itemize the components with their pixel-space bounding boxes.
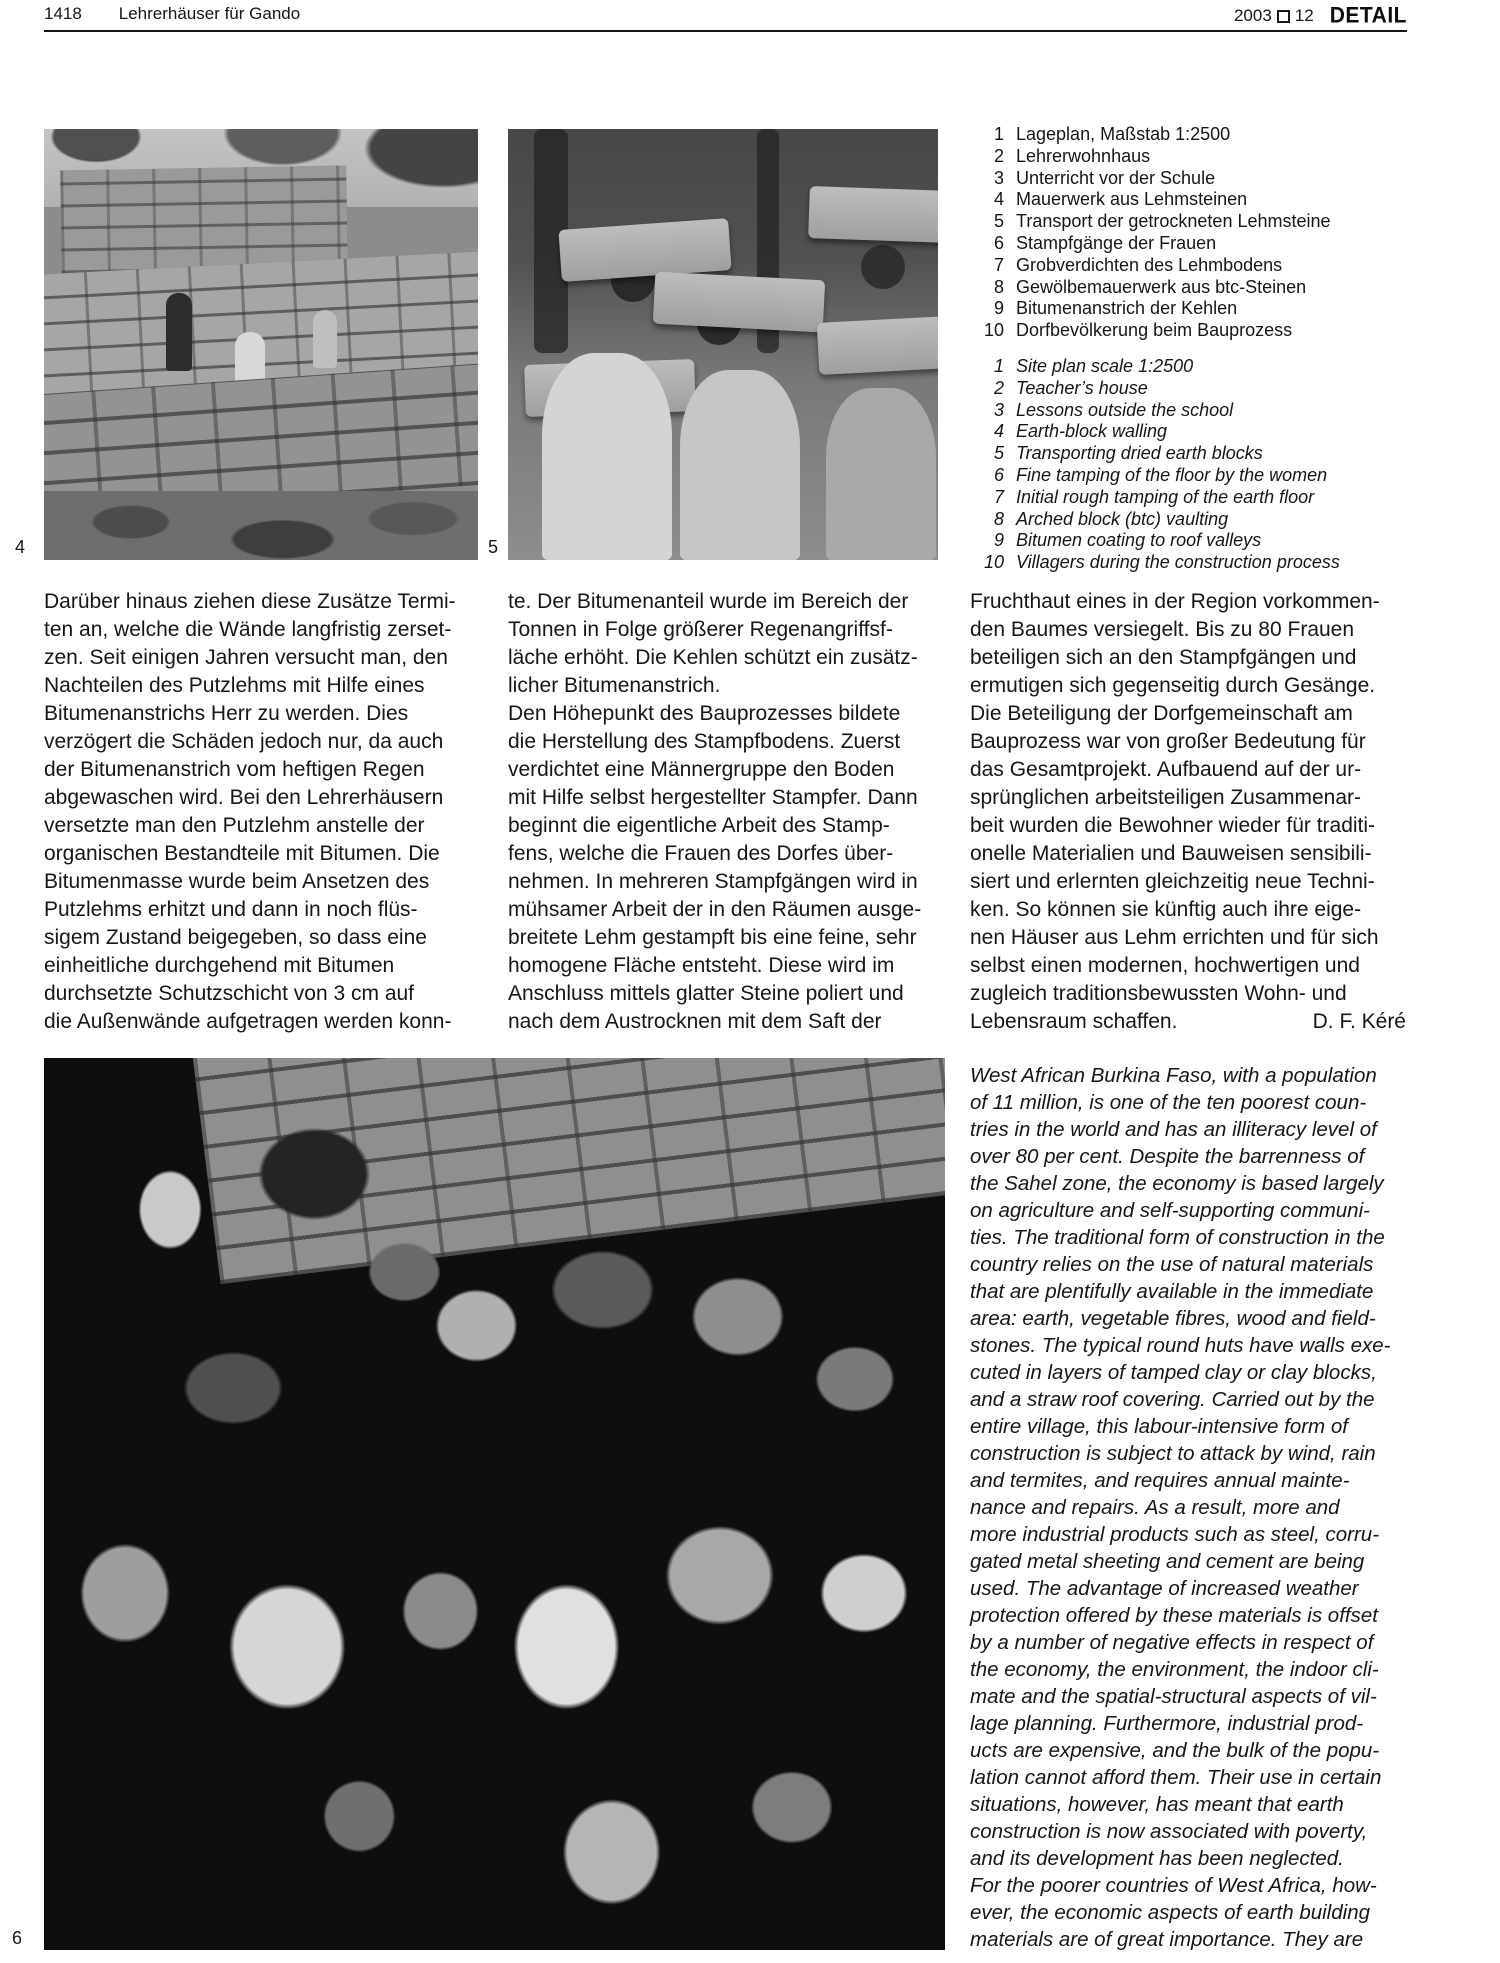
text-line: the Sahel zone, the economy is based largely (970, 1172, 1384, 1195)
article-english-column (970, 1062, 1416, 1953)
legend-item (970, 211, 1410, 233)
text-line: selbst einen modernen, hochwertigen und (970, 954, 1360, 977)
legend-number: 9 (993, 298, 1004, 319)
text-line: For the poorer countries of West Africa, how- (970, 1874, 1377, 1897)
text-line: situations, however, has meant that earth (970, 1793, 1344, 1816)
text-line: materials are of great importance. They are (970, 1928, 1364, 1951)
legend-number: 4 (993, 421, 1004, 442)
text-line: zugleich traditionsbewussten Wohn- und (970, 982, 1347, 1005)
legend-item (970, 509, 1410, 531)
photo5-woman-figure (826, 388, 936, 560)
text-line: Fruchthaut eines in der Region vorkommen- (970, 590, 1380, 613)
article-column-2 (508, 588, 948, 1036)
text-line: Putzlehms erhitzt und dann in noch flüs- (44, 898, 418, 921)
text-line: ever, the economic aspects of earth building (970, 1901, 1370, 1924)
text-line: that are plentifully available in the immediate (970, 1280, 1374, 1303)
legend-number: 8 (993, 276, 1004, 297)
text-line: mit Hilfe selbst hergestellter Stampfer. Dann (508, 786, 918, 809)
text-line: and its development has been neglected. (970, 1847, 1344, 1870)
text-line: Bitumenmasse wurde beim Ansetzen des (44, 870, 430, 893)
figure-label-4: 4 (15, 537, 26, 557)
legend-number: 7 (993, 254, 1004, 275)
photo5-woman-figure (680, 370, 800, 560)
legend-item (970, 443, 1410, 465)
text-line: Nachteilen des Putzlehms mit Hilfe eines (44, 674, 425, 697)
legend-text: Mauerwerk aus Lehmsteinen (1016, 189, 1248, 210)
text-line: protection offered by these materials is offset (970, 1604, 1378, 1627)
text-line: Darüber hinaus ziehen diese Zusätze Termi- (44, 590, 456, 613)
legend-item (970, 400, 1410, 422)
figure-label-5: 5 (488, 537, 499, 557)
legend-number: 10 (983, 552, 1004, 573)
text-line: mate and the spatial-structural aspects of vil- (970, 1685, 1377, 1708)
text-line: beteiligen sich an den Stampfgängen und (970, 646, 1357, 669)
header-rule (44, 30, 1407, 32)
legend-item (970, 378, 1410, 400)
text-line: läche erhöht. Die Kehlen schützt ein zusätz- (508, 646, 918, 669)
legend-number: 4 (993, 189, 1004, 210)
text-line: nach dem Austrocknen mit dem Saft der (508, 1010, 882, 1033)
text-line: and termites, and requires annual mainte- (970, 1469, 1350, 1492)
article-column-1 (44, 588, 484, 1036)
header-right (1234, 4, 1407, 28)
text-line: homogene Fläche entsteht. Diese wird im (508, 954, 895, 977)
issue-square-icon (1277, 10, 1290, 23)
legend-number: 9 (993, 530, 1004, 551)
legend-text: Villagers during the construction process (1016, 552, 1340, 573)
legend-german (970, 124, 1410, 342)
legend-number: 6 (993, 232, 1004, 253)
page-header (44, 4, 1407, 28)
legend-item (970, 146, 1410, 168)
page-number: 1418 (44, 4, 82, 23)
text-line: Bauprozess war von großer Bedeutung für (970, 730, 1366, 753)
text-line: sprünglichen arbeitsteiligen Zusammenar- (970, 786, 1362, 809)
legend-text: Site plan scale 1:2500 (1016, 356, 1194, 376)
text-line: nen Häuser aus Lehm errichten und für sich (970, 926, 1379, 949)
text-line: verdichtet eine Männergruppe den Boden (508, 758, 895, 781)
photo6-crowd-of-women (44, 1058, 945, 1950)
text-line: fens, welche die Frauen des Dorfes über- (508, 842, 894, 865)
text-line: ken. So können sie künftig auch ihre eige- (970, 898, 1362, 921)
legend-item (970, 124, 1410, 146)
author-name: D. F. Kéré (1312, 1010, 1406, 1033)
legend-text: Bitumenanstrich der Kehlen (1016, 298, 1238, 319)
text-line: einheitliche durchgehend mit Bitumen (44, 954, 395, 977)
legend-text: Lessons outside the school (1016, 399, 1234, 420)
text-line: more industrial products such as steel, corru- (970, 1523, 1380, 1546)
legend-item (970, 233, 1410, 255)
legend-item (970, 487, 1410, 509)
legend-number: 1 (993, 356, 1004, 376)
text-line: lation cannot afford them. Their use in certain (970, 1766, 1382, 1789)
text-line: sigem Zustand beigegeben, so dass eine (44, 926, 427, 949)
legend-number: 7 (993, 486, 1004, 507)
photo4-worker-figure (166, 293, 192, 371)
text-line: die Herstellung des Stampfbodens. Zuerst (508, 730, 901, 753)
legend-text: Initial rough tamping of the earth floor (1016, 486, 1315, 507)
legend-number: 6 (993, 464, 1004, 485)
photo-women-tamping-floor (44, 1058, 945, 1950)
text-line: beginnt die eigentliche Arbeit des Stamp- (508, 814, 890, 837)
photo5-earth-block (808, 186, 938, 244)
text-line: die Außenwände aufgetragen werden konn- (44, 1010, 452, 1033)
legend-text: Lageplan, Maßstab 1:2500 (1016, 124, 1231, 144)
text-line: construction is now associated with poverty, (970, 1820, 1368, 1843)
legend-english (970, 356, 1410, 574)
text-line: construction is subject to attack by wind, rain (970, 1442, 1376, 1465)
legend-number: 10 (983, 320, 1004, 341)
issue-year: 2003 (1233, 6, 1272, 25)
text-line: Den Höhepunkt des Bauprozesses bildete (508, 702, 901, 725)
legend-text: Unterricht vor der Schule (1016, 167, 1216, 188)
legend-item (970, 421, 1410, 443)
legend-text: Arched block (btc) vaulting (1016, 508, 1229, 529)
legend-number: 2 (993, 145, 1004, 166)
figure-label-6: 6 (12, 1928, 23, 1948)
photo5-earth-block (816, 315, 938, 375)
text-line: tries in the world and has an illiteracy level of (970, 1118, 1377, 1141)
legend-item (970, 189, 1410, 211)
text-line: den Baumes versiegelt. Bis zu 80 Frauen (970, 618, 1355, 641)
legend-number: 8 (993, 508, 1004, 529)
photo-earth-block-walling (44, 129, 478, 560)
text-line: licher Bitumenanstrich. (508, 674, 721, 697)
text-line: durchsetzte Schutzschicht von 3 cm auf (44, 982, 415, 1005)
legend-text: Transporting dried earth blocks (1016, 443, 1263, 464)
detail-logo: DETAIL (1329, 3, 1407, 28)
text-line: over 80 per cent. Despite the barrenness of (970, 1145, 1365, 1168)
legend-text: Grobverdichten des Lehmbodens (1016, 254, 1283, 275)
text-line: abgewaschen wird. Bei den Lehrerhäusern (44, 786, 444, 809)
text-line: der Bitumenanstrich vom heftigen Regen (44, 758, 425, 781)
text-line: mühsamer Arbeit der in den Räumen ausge- (508, 898, 922, 921)
text-line: breitete Lehm gestampft bis eine feine, sehr (508, 926, 917, 949)
text-line: of 11 million, is one of the ten poorest coun- (970, 1091, 1367, 1114)
legend-text: Teacher’s house (1016, 377, 1148, 398)
text-line: verzögert die Schäden jedoch nur, da auch (44, 730, 444, 753)
text-line: cuted in layers of tamped clay or clay blocks, (970, 1361, 1377, 1384)
legend-number: 1 (993, 124, 1004, 144)
issue-number: 12 (1294, 6, 1314, 25)
legend-item (970, 168, 1410, 190)
text-line: nehmen. In mehreren Stampfgängen wird in (508, 870, 918, 893)
text-line: entire village, this labour-intensive form of (970, 1415, 1348, 1438)
legend-text: Gewölbemauerwerk aus btc-Steinen (1016, 276, 1307, 297)
text-line: ucts are expensive, and the bulk of the popu- (970, 1739, 1380, 1762)
legend-text: Dorfbevölkerung beim Bauprozess (1016, 320, 1293, 341)
article-column-3 (970, 588, 1406, 1008)
text-line: by a number of negative effects in respect of (970, 1631, 1374, 1654)
legend-text: Transport der getrockneten Lehmsteine (1016, 211, 1331, 232)
photo5-earth-block (653, 271, 825, 332)
text-line: siert und erlernten gleichzeitig neue Techni- (970, 870, 1375, 893)
legend-item (970, 552, 1410, 574)
text-line: used. The advantage of increased weather (970, 1577, 1359, 1600)
text-line: ten an, welche die Wände langfristig zerset- (44, 618, 452, 641)
legend-number: 3 (993, 167, 1004, 188)
text-line: country relies on the use of natural materials (970, 1253, 1374, 1276)
legend-number: 3 (993, 399, 1004, 420)
text-line: the economy, the environment, the indoor cli- (970, 1658, 1379, 1681)
text-line: onelle Materialien und Bauweisen sensibili- (970, 842, 1372, 865)
text-line: ties. The traditional form of construction in the (970, 1226, 1385, 1249)
text-line: beit wurden die Bewohner wieder für traditi- (970, 814, 1376, 837)
text-line: on agriculture and self-supporting communi- (970, 1199, 1370, 1222)
text-line: te. Der Bitumenanteil wurde im Bereich der (508, 590, 909, 613)
photo-transporting-blocks (508, 129, 938, 560)
photo4-worker-figure (313, 310, 337, 368)
legend-text: Stampfgänge der Frauen (1016, 232, 1217, 253)
legend-number: 5 (993, 211, 1004, 232)
text-line: and a straw roof covering. Carried out by the (970, 1388, 1375, 1411)
text-line: lage planning. Furthermore, industrial prod- (970, 1712, 1364, 1735)
text-line: West African Burkina Faso, with a population (970, 1064, 1377, 1087)
article-signature-line (970, 1008, 1406, 1036)
legend-text: Fine tamping of the floor by the women (1016, 464, 1328, 485)
legend-number: 5 (993, 443, 1004, 464)
legend-number: 2 (993, 377, 1004, 398)
legend-item (970, 530, 1410, 552)
photo5-earth-block (558, 218, 731, 282)
article-last-line: Lebensraum schaffen. (970, 1010, 1178, 1033)
text-line: Die Beteiligung der Dorfgemeinschaft am (970, 702, 1353, 725)
legend-item (970, 356, 1410, 378)
text-line: das Gesamtprojekt. Aufbauend auf der ur- (970, 758, 1362, 781)
article-title: Lehrerhäuser für Gando (118, 4, 301, 23)
text-line: Tonnen in Folge größerer Regenangriffsf- (508, 618, 893, 641)
legend-item (970, 255, 1410, 277)
legend-text: Bitumen coating to roof valleys (1016, 530, 1262, 551)
photo5-woman-figure (542, 353, 672, 560)
text-line: area: earth, vegetable fibres, wood and field- (970, 1307, 1376, 1330)
text-line: stones. The typical round huts have walls exe- (970, 1334, 1391, 1357)
text-line: nance and repairs. As a result, more and (970, 1496, 1340, 1519)
legend-text: Earth-block walling (1016, 421, 1168, 442)
photo4-rubble-ground (44, 491, 478, 560)
text-line: Anschluss mittels glatter Steine poliert und (508, 982, 904, 1005)
text-line: zen. Seit einigen Jahren versucht man, den (44, 646, 448, 669)
text-line: gated metal sheeting and cement are being (970, 1550, 1365, 1573)
legend-item (970, 320, 1410, 342)
text-line: Bitumenanstrichs Herr zu werden. Dies (44, 702, 409, 725)
legend-item (970, 465, 1410, 487)
legend-item (970, 298, 1410, 320)
text-line: organischen Bestandteile mit Bitumen. Die (44, 842, 440, 865)
photo4-back-wall (60, 165, 348, 273)
text-line: versetzte man den Putzlehm anstelle der (44, 814, 425, 837)
legend-text: Lehrerwohnhaus (1016, 145, 1151, 166)
header-left (44, 4, 300, 24)
text-line: ermutigen sich gegenseitig durch Gesänge. (970, 674, 1376, 697)
legend-item (970, 277, 1410, 299)
photo5-head (861, 245, 905, 289)
